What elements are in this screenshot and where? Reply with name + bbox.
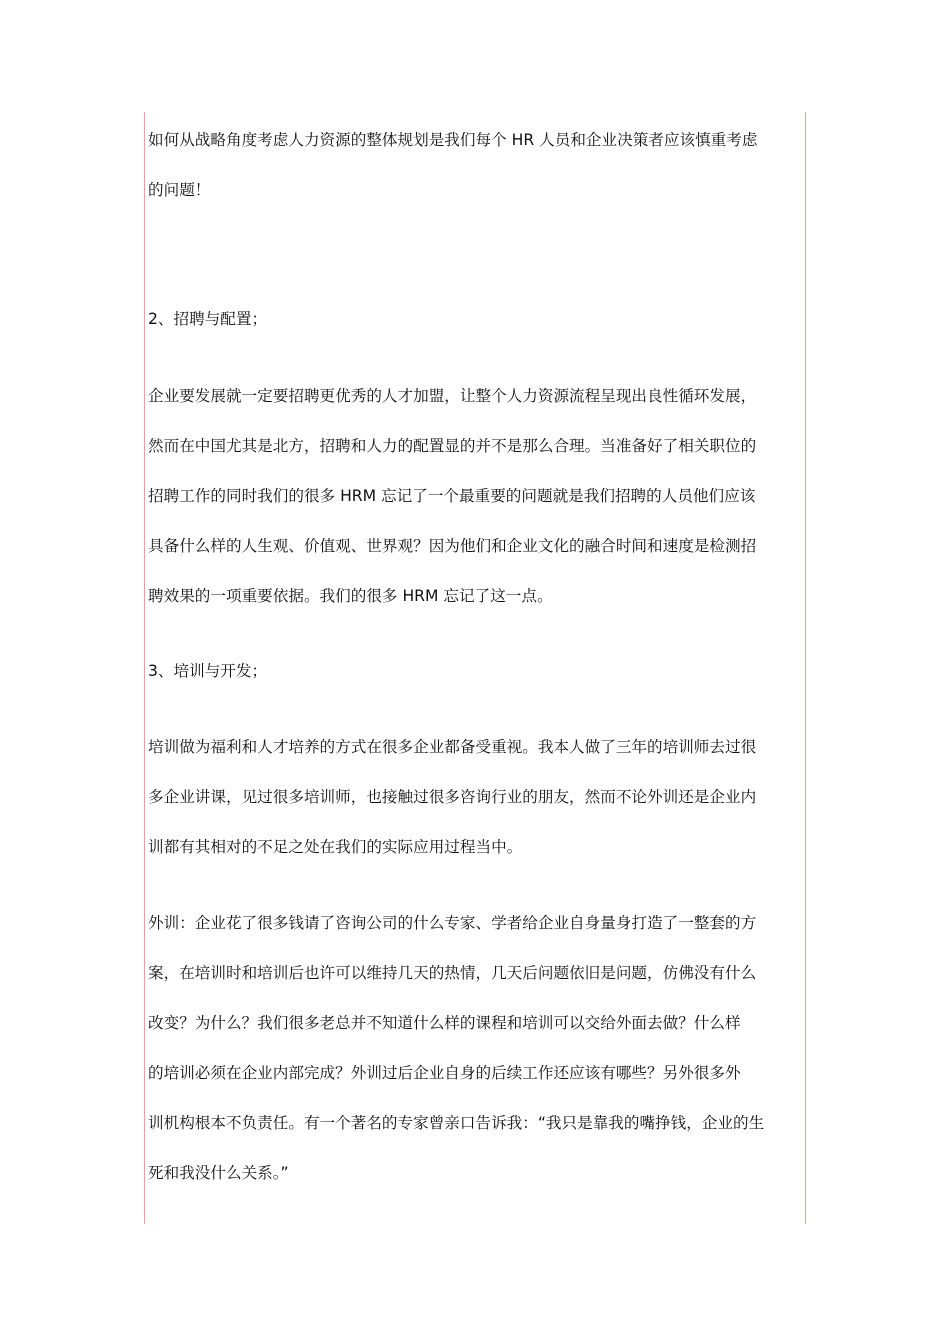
recruitment-line: 聘效果的一项重要依据。我们的很多 HRM 忘记了这一点。 [148,587,553,605]
intro-line: 的问题！ [148,181,211,199]
recruitment-line: 招聘工作的同时我们的很多 HRM 忘记了一个最重要的问题就是我们招聘的人员他们应该 [148,487,756,505]
external-training-line: 外训：企业花了很多钱请了咨询公司的什么专家、学者给企业自身量身打造了一整套的方 [148,914,757,932]
recruitment-line: 然而在中国尤其是北方，招聘和人力的配置显的并不是那么合理。当准备好了相关职位的 [148,437,757,455]
section-heading-recruitment: 2、招聘与配置； [148,310,268,328]
external-training-line: 的培训必须在企业内部完成？外训过后企业自身的后续工作还应该有哪些？另外很多外 [148,1064,741,1082]
external-training-line: 改变？为什么？我们很多老总并不知道什么样的课程和培训可以交给外面去做？什么样 [148,1014,741,1032]
section-heading-training: 3、培训与开发； [148,662,268,680]
page-frame-right-border [805,112,806,1224]
training-line: 多企业讲课，见过很多培训师，也接触过很多咨询行业的朋友，然而不论外训还是企业内 [148,788,757,806]
recruitment-line: 企业要发展就一定要招聘更优秀的人才加盟，让整个人力资源流程呈现出良性循环发展， [148,387,757,405]
external-training-line: 案，在培训时和培训后也许可以维持几天的热情，几天后问题依旧是问题，仿佛没有什么 [148,964,757,982]
training-line: 培训做为福利和人才培养的方式在很多企业都备受重视。我本人做了三年的培训师去过很 [148,738,757,756]
external-training-line: 死和我没什么关系。” [148,1164,289,1182]
external-training-line: 训机构根本不负责任。有一个著名的专家曾亲口告诉我：“我只是靠我的嘴挣钱，企业的生 [148,1114,765,1132]
page-frame-left-border [144,112,145,1224]
training-line: 训都有其相对的不足之处在我们的实际应用过程当中。 [148,838,523,856]
recruitment-line: 具备什么样的人生观、价值观、世界观？因为他们和企业文化的融合时间和速度是检测招 [148,537,757,555]
intro-line: 如何从战略角度考虑人力资源的整体规划是我们每个 HR 人员和企业决策者应该慎重考虑 [148,131,758,149]
